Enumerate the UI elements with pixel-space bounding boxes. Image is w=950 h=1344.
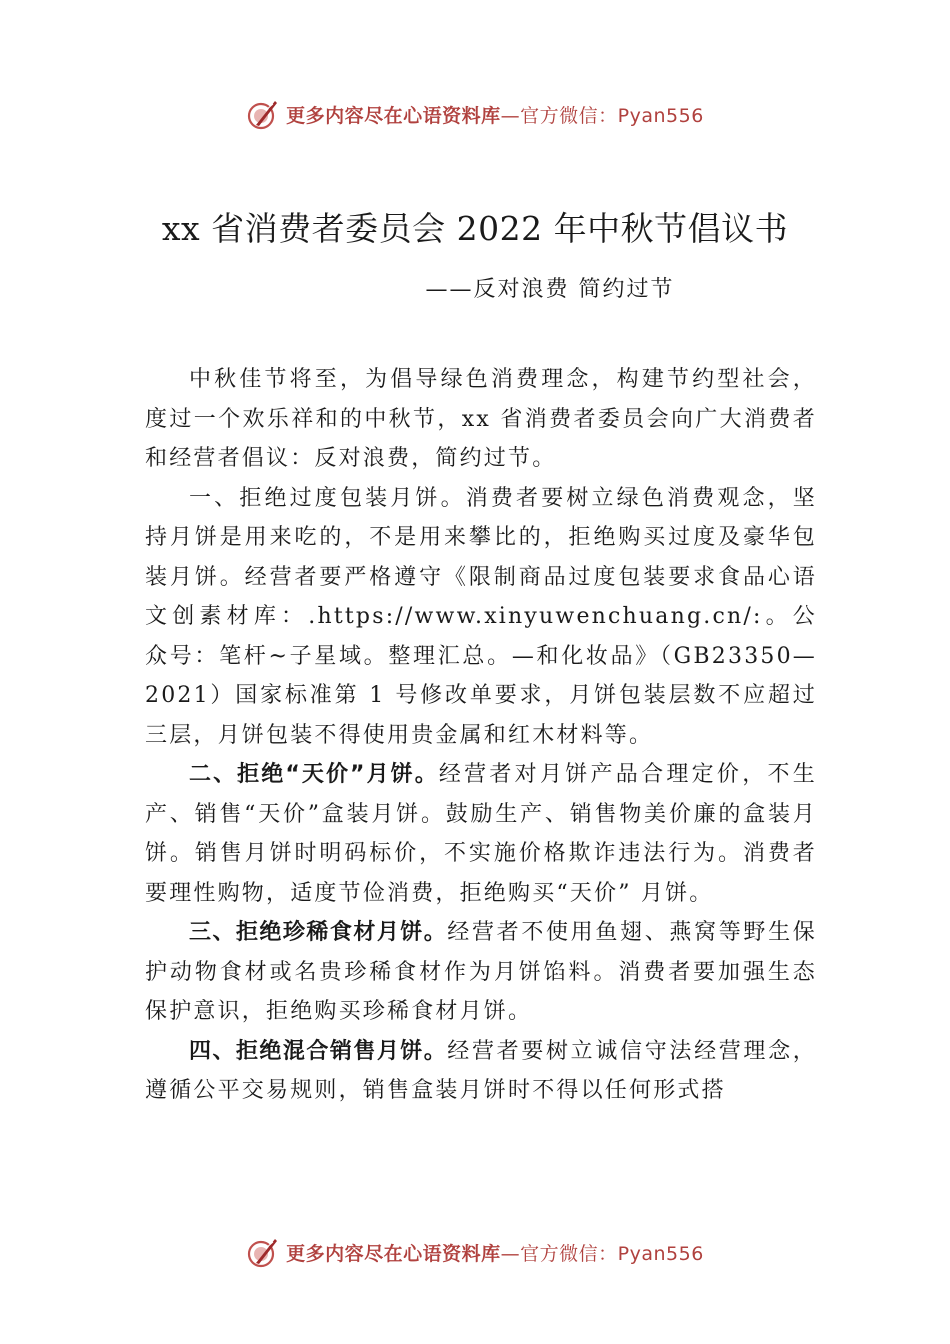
paragraph-intro	[145, 360, 817, 479]
paragraph-heading: 四、拒绝混合销售月饼。	[189, 1038, 448, 1064]
paragraph-text: 一、拒绝过度包装月饼。消费者要树立绿色消费观念，坚持月饼是用来吃的，不是用来攀比的，拒绝购买过度及豪华包装月饼。经营者要严格遵守《限制商品过度包装要求食品心语文创素材库：.https://www.xinyuwenchuang.cn/:。公众号：笔杆~子星域。整理汇总。—和化妆品》（GB23350—2021）国家标准第 1 号修改单要求，月饼包装层数不应超过三层，月饼包装不得使用贵金属和红木材料等。	[145, 485, 817, 748]
document-title: xx 省消费者委员会 2022 年中秋节倡议书	[161, 209, 789, 248]
paragraph-text: 经营者不使用鱼翅、燕窝等野生保护动物食材或名贵珍稀食材作为月饼馅料。消费者要加强生态保护意识，拒绝购买珍稀食材月饼。	[145, 920, 817, 1024]
banner-wechat-text: —官方微信：Pyan556	[500, 1242, 704, 1265]
banner-wechat-text: —官方微信：Pyan556	[500, 104, 704, 127]
paragraph-text: 经营者对月饼产品合理定价，不生产、销售“天价”盒装月饼。鼓励生产、销售物美价廉的盒装月饼。销售月饼时明码标价，不实施价格欺诈违法行为。消费者要理性购物，适度节俭消费，拒绝购买“天价” 月饼。	[145, 762, 817, 906]
paragraph-item-1	[145, 479, 817, 756]
document-subtitle: ——反对浪费 简约过节	[425, 277, 675, 302]
paragraph-item-4	[145, 1032, 817, 1111]
paragraph-text: 中秋佳节将至，为倡导绿色消费理念，构建节约型社会，度过一个欢乐祥和的中秋节，xx 省消费者委员会向广大消费者和经营者倡议：反对浪费，简约过节。	[145, 367, 817, 471]
paragraph-item-3	[145, 913, 817, 1032]
paragraph-item-2	[145, 755, 817, 913]
paragraph-heading: 三、拒绝珍稀食材月饼。	[189, 920, 448, 945]
footer-banner	[0, 1232, 950, 1272]
document-body	[145, 360, 817, 1111]
header-banner	[0, 94, 950, 134]
quill-pen-logo-icon	[246, 1235, 280, 1269]
paragraph-heading: 二、拒绝“天价”月饼。	[189, 762, 439, 787]
quill-pen-logo-icon	[246, 97, 280, 131]
paragraph-text: 经营者要树立诚信守法经营理念，遵循公平交易规则，销售盒装月饼时不得以任何形式搭	[145, 1038, 817, 1103]
banner-lead-text: 更多内容尽在心语资料库	[286, 1242, 501, 1265]
banner-lead-text: 更多内容尽在心语资料库	[286, 104, 501, 127]
